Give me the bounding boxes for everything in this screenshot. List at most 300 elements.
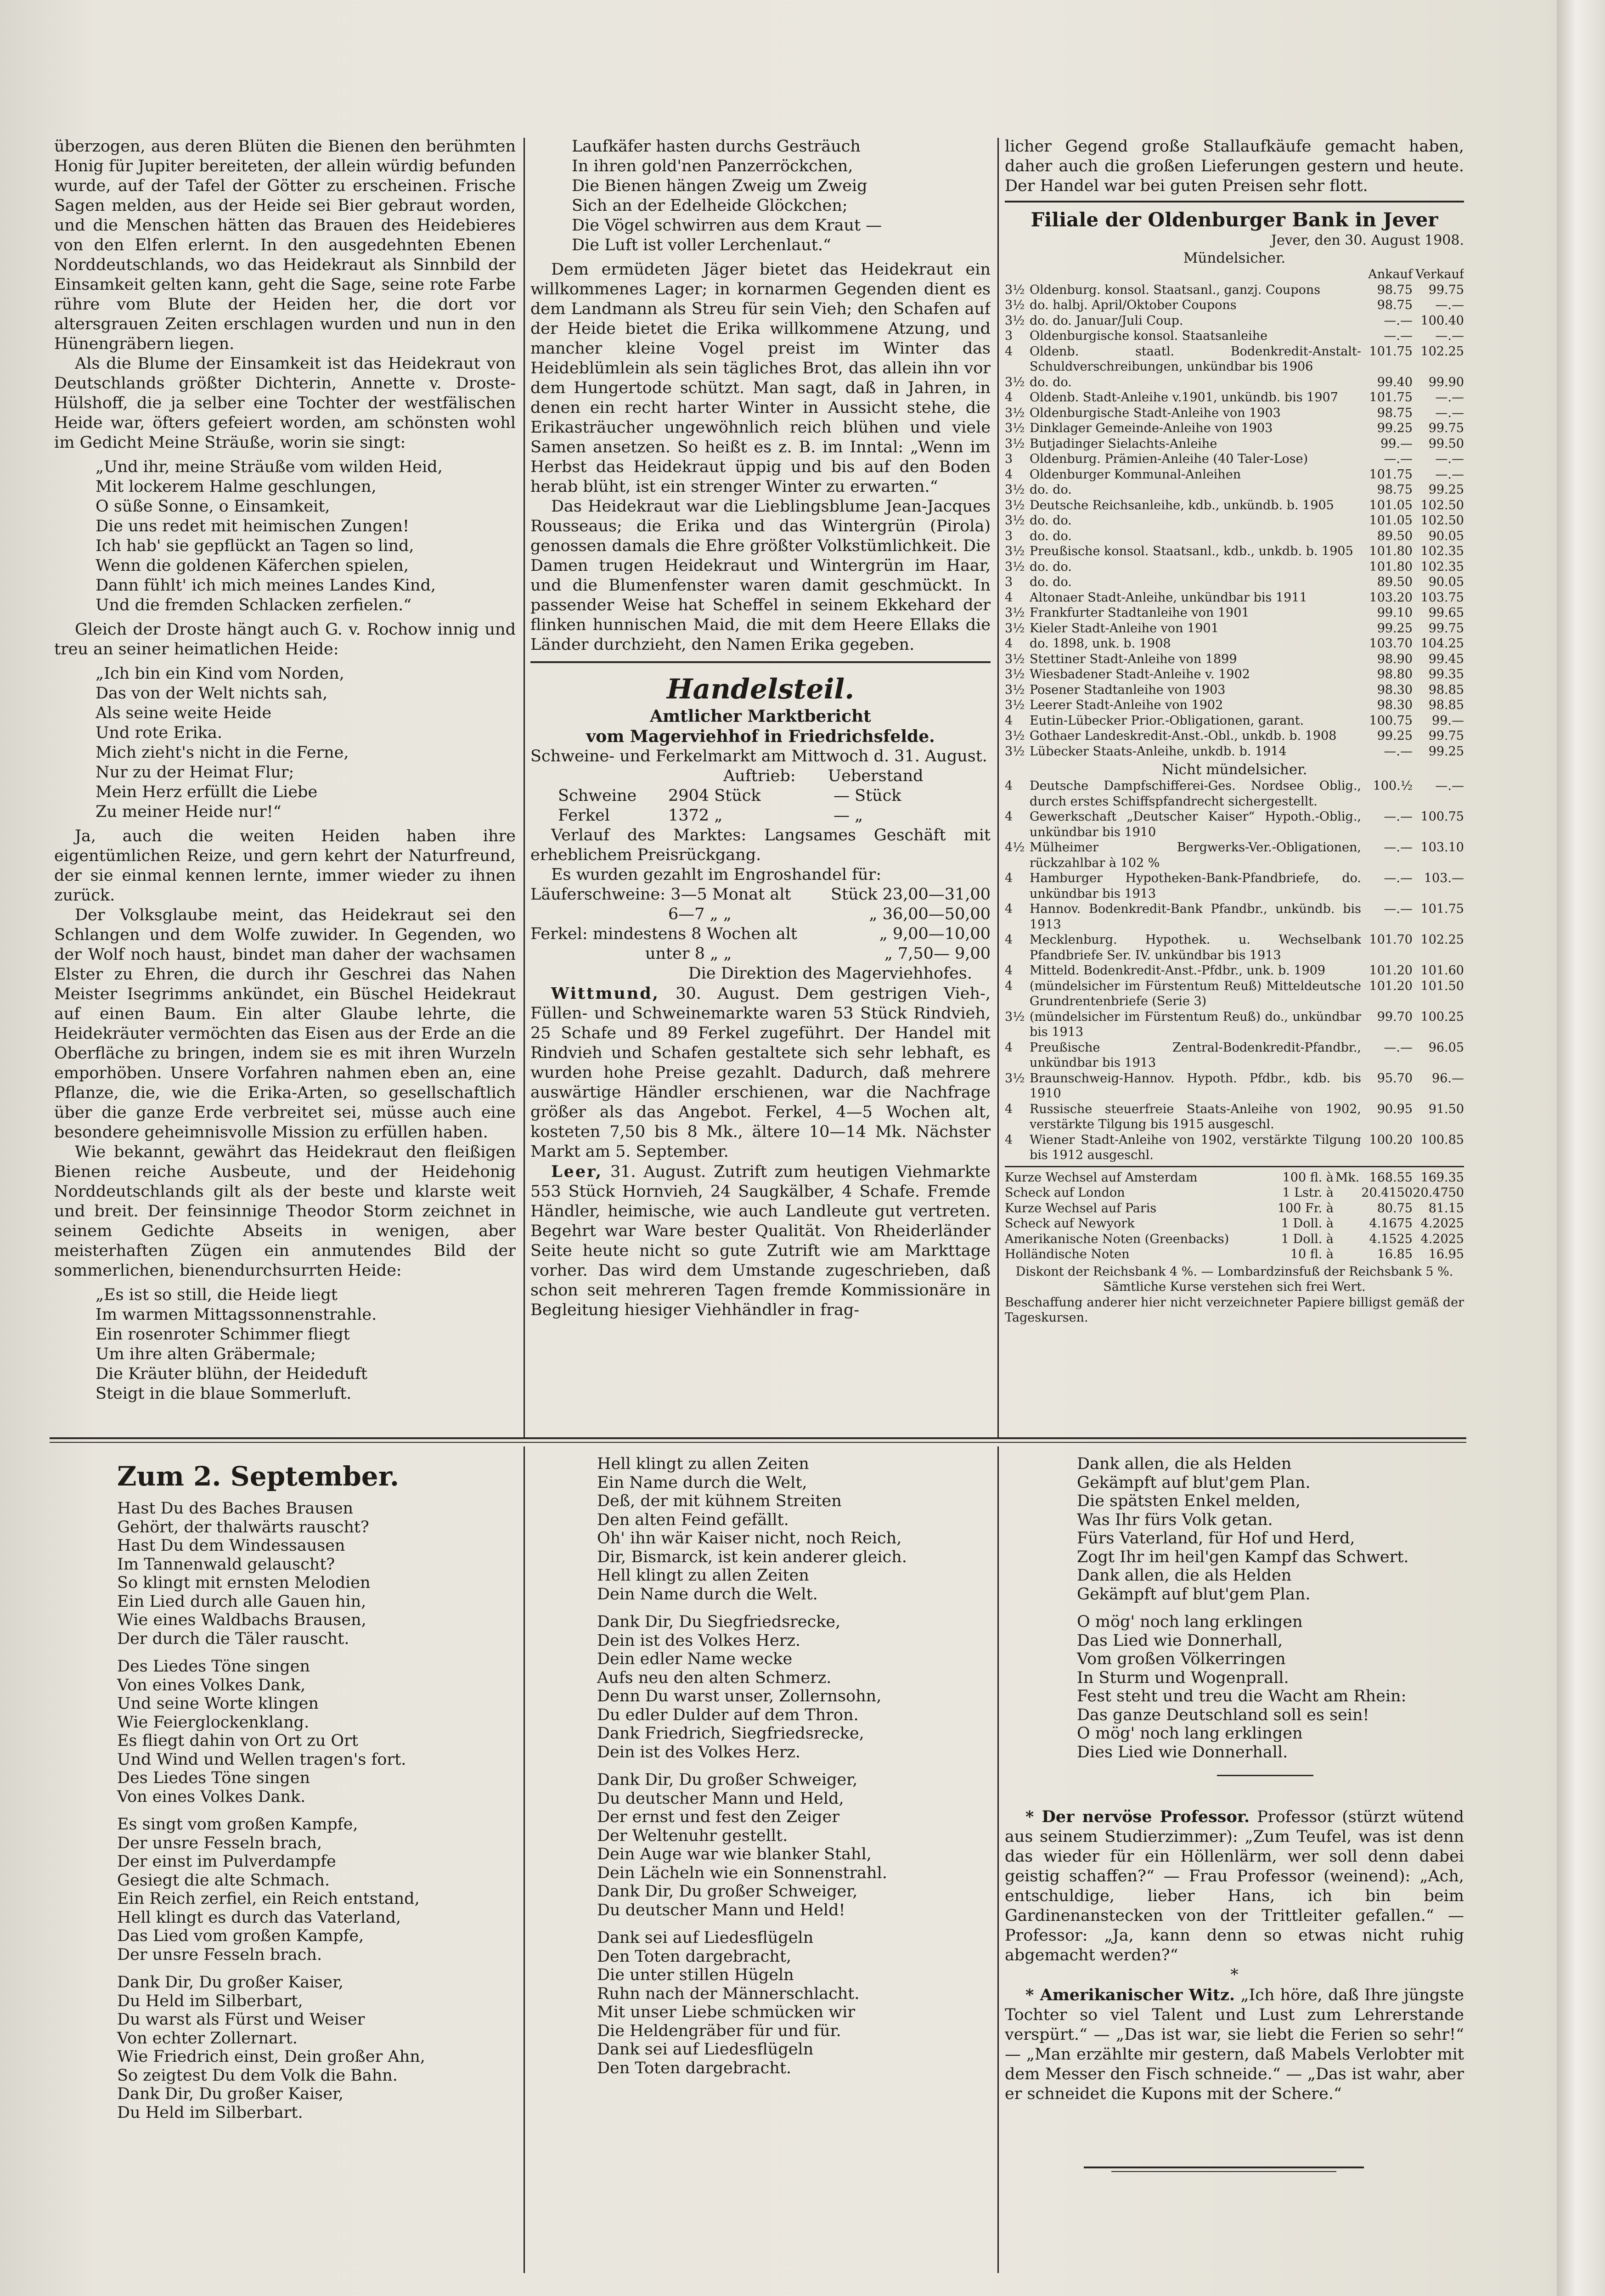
table-row: [1005, 1102, 1464, 1132]
verse-line: Die Vögel schwirren aus dem Kraut —: [572, 216, 882, 235]
bond-name: Posener Stadtanleihe von 1903: [1030, 682, 1226, 697]
paragraph: Als die Blume der Einsamkeit ist das Heidekraut von Deutschlands größter Dichterin, Annette v. Droste-Hülshoff, die ja selber eine Tochter der westfälischen Heide war, öfters gefeiert worden, am schönsten wohl im Gedicht Meine Sträuße, worin sie singt:: [54, 355, 516, 452]
short-rule: [1217, 1775, 1313, 1776]
interest-rate: 3½: [1005, 436, 1025, 451]
supply-animal: Schweine: [558, 787, 637, 805]
interest-rate: 4: [1005, 590, 1013, 605]
interest-rate: 4½: [1005, 840, 1025, 855]
buy-price: —.—: [1384, 313, 1413, 328]
buy-price: —.—: [1384, 902, 1413, 916]
table-row: [1005, 621, 1464, 636]
sell-price: 99.50: [1428, 436, 1464, 451]
exchange-unit: 1 Lstr. à: [1282, 1186, 1334, 1200]
supply-row: [530, 786, 991, 806]
buy-price: 90.95: [1377, 1102, 1413, 1116]
market-signature: Die Direktion des Magerviehhofes.: [688, 964, 972, 983]
poem-stanza: [1077, 1455, 1458, 1604]
article-right-column: [1005, 137, 1464, 1436]
table-row: [1005, 1132, 1464, 1163]
bond-name: do. 1898, unk. b. 1908: [1030, 636, 1171, 651]
sell-price: 102.50: [1420, 498, 1464, 512]
poem-line: Das Lied vom großen Kampfe,: [117, 1927, 364, 1945]
interest-rate: 3½: [1005, 698, 1025, 712]
exchange-unit: 100 fl. à: [1282, 1170, 1334, 1185]
market-report: 31. August. Zutrift zum heutigen Viehmarkte 553 Stück Hornvieh, 24 Saugkälber, 4 Schafe. Fremde Händler, heimische, wie auch Landleute gut vertreten. Begehrt war Ware bester Qualität. Von Rheiderländer Seite heute nicht so gute Zutrift wie am Markttage vorher. Das wird dem Umstande zugeschrieben, daß schon seit mehreren Tagen fremde Kommissionäre in Begleitung hiesiger Viehhändler in frag-: [530, 1163, 991, 1319]
poem-line: Dies Lied wie Donnerhall.: [1077, 1743, 1288, 1761]
poem-line: Die unter stillen Hügeln: [597, 1966, 794, 1984]
poem-line: Dank allen, die als Helden: [1077, 1566, 1292, 1585]
poem-line: Hast Du dem Windessausen: [117, 1536, 345, 1555]
sell-price: 103.10: [1420, 840, 1464, 855]
sell-price: 90.05: [1428, 575, 1464, 589]
buy-price: 4.1525: [1369, 1232, 1413, 1246]
sell-price: 99.25: [1428, 483, 1464, 497]
table-row: [1005, 328, 1464, 344]
sell-price: 81.15: [1428, 1201, 1464, 1216]
sell-price: 103.75: [1420, 590, 1464, 605]
interest-rate: 4: [1005, 963, 1013, 978]
poem-line: Dir, Bismarck, ist kein anderer gleich.: [597, 1548, 907, 1566]
verse-line: Laufkäfer hasten durchs Gesträuch: [572, 137, 861, 156]
interest-rate: 4: [1005, 933, 1013, 947]
bond-name: (mündelsicher im Fürstentum Reuß) do., unkündbar bis 1913: [1030, 1009, 1361, 1039]
section-label: Nicht mündelsicher.: [1161, 761, 1307, 778]
bond-name: Wiener Stadt-Anleihe von 1902, verstärkte Tilgung bis 1912 ausgeschl.: [1030, 1132, 1361, 1162]
poem-line: Gehört, der thalwärts rauscht?: [117, 1518, 369, 1536]
closing-rule: [1111, 2171, 1336, 2172]
sell-price: 102.25: [1420, 344, 1464, 359]
poem-line: Wie eines Waldbachs Brausen,: [117, 1611, 366, 1629]
exchange-currency: [1334, 1232, 1361, 1247]
poem-line: Den Toten dargebracht,: [597, 1947, 792, 1966]
poem-line: Dank Dir, Du großer Schweiger,: [597, 1882, 858, 1901]
column-divider: [997, 138, 999, 1437]
interest-rate: 3½: [1005, 744, 1025, 759]
verse-line: Ich hab' sie gepflückt an Tagen so lind,: [96, 537, 414, 555]
price-label: Läuferschweine: 3—5 Monat alt: [530, 885, 791, 904]
verse-line: Um ihre alten Gräbermale;: [96, 1345, 316, 1363]
poem-line: Dein Auge war wie blanker Stahl,: [597, 1845, 872, 1863]
table-row: [1005, 405, 1464, 421]
buy-price: 20.4150: [1361, 1186, 1413, 1200]
table-row: [1005, 513, 1464, 529]
interest-rate: 4: [1005, 779, 1013, 793]
interest-rate: 3½: [1005, 1009, 1025, 1024]
sell-price: 99.25: [1428, 744, 1464, 759]
table-row: [1005, 375, 1464, 390]
poem-line: Du Held im Silberbart.: [117, 2103, 303, 2122]
jokes-column: [1005, 1807, 1464, 2156]
bond-name: Gewerkschaft „Deutscher Kaiser“ Hypoth.-Oblig., unkündbar bis 1910: [1030, 810, 1361, 839]
price-value: „ 7,50— 9,00: [884, 945, 991, 963]
interest-rate: 4: [1005, 713, 1013, 728]
sell-price: 99.—: [1432, 713, 1464, 728]
table-row: [1005, 467, 1464, 483]
exchange-item: Scheck auf Newyork: [1005, 1216, 1135, 1231]
buy-price: —.—: [1384, 810, 1413, 824]
bond-name: Dinklager Gemeinde-Anleihe von 1903: [1030, 421, 1273, 435]
table-row: [1005, 1216, 1464, 1232]
sell-price: 101.50: [1420, 979, 1464, 993]
table-rule: [1005, 1166, 1464, 1167]
buy-price: 101.05: [1369, 513, 1413, 528]
price-row: [530, 944, 991, 964]
poem-line: Du Held im Silberbart,: [117, 1992, 303, 2010]
bond-table-not-mundelsicher: [1005, 778, 1464, 1163]
poem-line: Wie Friedrich einst, Dein großer Ahn,: [117, 2048, 425, 2066]
poem-column-2: [597, 1455, 992, 2087]
exchange-item: Scheck auf London: [1005, 1186, 1125, 1200]
bond-name: do. do.: [1030, 529, 1072, 543]
column-divider: [524, 1446, 525, 2273]
buy-price: 101.80: [1369, 559, 1413, 574]
joke-title: * Der nervöse Professor.: [1025, 1807, 1250, 1826]
poem-line: Ruhn nach der Männerschlacht.: [597, 1984, 860, 2003]
table-row: [1005, 713, 1464, 729]
bond-name: Mecklenburg. Hypothek. u. Wechselbank Pfandbriefe Ser. IV. unkündbar bis 1913: [1030, 933, 1361, 962]
buy-price: 4.1675: [1369, 1216, 1413, 1231]
poem-line: O mög' noch lang erklingen: [1077, 1724, 1303, 1743]
buy-price: —.—: [1384, 329, 1413, 343]
bond-name: do. do.: [1030, 513, 1072, 528]
poem-line: Du edler Dulder auf dem Thron.: [597, 1705, 859, 1724]
interest-rate: 4: [1005, 1102, 1013, 1116]
buy-price: 101.75: [1369, 390, 1413, 405]
poem-line: Ein Name durch die Welt,: [597, 1473, 807, 1492]
star-separator: *: [1230, 1966, 1239, 1984]
table-header: [1005, 267, 1464, 282]
poem-line: O mög' noch lang erklingen: [1077, 1613, 1303, 1631]
table-row: [1005, 590, 1464, 606]
exchange-unit: 1 Doll. à: [1281, 1232, 1334, 1246]
table-row: [1005, 544, 1464, 559]
joke-text: Professor (stürzt wütend aus seinem Studierzimmer): „Zum Teufel, was ist denn das wieder für ein Höllenlärm, wer soll denn dabei geistig schaffen?“ — Frau Professor (weinend): „Ach, entschuldige, lieber Hans, ich bin beim Gardinenanstecken von der Trittleiter gefallen.“ — Professor: „Ja, kann denn so etwas nicht ruhig abgemacht werden?“: [1005, 1808, 1464, 1964]
poem-line: Denn Du warst unser, Zollernsohn,: [597, 1687, 882, 1705]
buy-price: 99.25: [1377, 621, 1413, 636]
poem-line: Des Liedes Töne singen: [117, 1657, 310, 1676]
interest-rate: 3½: [1005, 282, 1025, 297]
buy-price: 98.75: [1377, 405, 1413, 420]
bond-name: do. do.: [1030, 375, 1072, 389]
poem-line: Dein Lächeln wie ein Sonnenstrahl.: [597, 1863, 887, 1882]
buy-price: 99.25: [1377, 421, 1413, 435]
sell-price: 99.45: [1428, 652, 1464, 666]
verse-line: „Ich bin ein Kind vom Norden,: [96, 664, 344, 683]
interest-rate: 3½: [1005, 298, 1025, 312]
joke-text: „Ich höre, daß Ihre jüngste Tochter so viel Talent und Lust zum Lehrerstande verspürt.“ — „Das ist war, sie liebt die Ferien so sehr!“ — „Man erzählte mir gestern, daß Mabels Verlobter mit dem Messer den Fisch schneide.“ — „Das ist wahr, aber er schneidet die Kupons mit der Schere.“: [1005, 1986, 1464, 2103]
verse-line: Wenn die goldenen Käferchen spielen,: [96, 557, 409, 575]
poem-line: Ein Lied durch alle Gauen hin,: [117, 1592, 366, 1611]
interest-rate: 3: [1005, 329, 1013, 343]
bond-name: Braunschweig-Hannov. Hypoth. Pfdbr., kdb. bis 1910: [1030, 1071, 1361, 1101]
supply-count: 1372 „: [668, 806, 723, 825]
poem-line: Der ernst und fest den Zeiger: [597, 1808, 840, 1826]
section-rule: [530, 661, 991, 663]
buy-price: 99.—: [1380, 436, 1413, 451]
poem-stanza: [597, 1613, 992, 1761]
exchange-item: Kurze Wechsel auf Paris: [1005, 1201, 1157, 1216]
bond-name: Deutsche Reichsanleihe, kdb., unkündb. b. 1905: [1030, 498, 1334, 512]
poem-line: Der durch die Täler rauscht.: [117, 1629, 349, 1648]
surplus-count: — „: [833, 806, 863, 825]
poem-line: Du warst als Fürst und Weiser: [117, 2010, 365, 2029]
paragraph: Wie bekannt, gewährt das Heidekraut den fleißigen Bienen reiche Ausbeute, und der Heidehonig Norddeutschlands gilt als der beste und klarste weit und breit. Der feinsinnige Theodor Storm zeichnet in seinem Gedichte Abseits in wenigen, aber meisterhaften Zügen ein anmutendes Bild der sommerlichen, bienendurchsurrten Heide:: [54, 1143, 516, 1280]
interest-rate: 3½: [1005, 559, 1025, 574]
table-row: [1005, 559, 1464, 575]
poem-line: Der unsre Fesseln brach,: [117, 1834, 322, 1852]
poem-line: In Sturm und Wogenprall.: [1077, 1668, 1289, 1687]
exchange-item: Kurze Wechsel auf Amsterdam: [1005, 1170, 1198, 1185]
sell-price: 16.95: [1428, 1247, 1464, 1261]
poem-line: Hell klingt es durch das Vaterland,: [117, 1908, 401, 1927]
table-row: [1005, 698, 1464, 713]
buy-price: —.—: [1384, 871, 1413, 885]
poem-line: Im Tannenwald gelauscht?: [117, 1555, 335, 1574]
poem-line: Dank Dir, Du großer Kaiser,: [117, 1973, 344, 1992]
buy-price: 99.40: [1377, 375, 1413, 389]
table-row: [1005, 1232, 1464, 1247]
interest-rate: 3½: [1005, 513, 1025, 528]
price-value: Stück 23,00—31,00: [831, 885, 991, 904]
poem-line: Vom großen Völkerringen: [1077, 1650, 1286, 1668]
interest-rate: 4: [1005, 1040, 1013, 1055]
page-binding-edge: [1557, 0, 1605, 2296]
sell-price: 99.90: [1428, 375, 1464, 389]
sell-price: —.—: [1435, 779, 1464, 793]
sell-price: —.—: [1435, 405, 1464, 420]
verse-line: Die uns redet mit heimischen Zungen!: [96, 517, 410, 535]
verse-block: [96, 1285, 516, 1404]
interest-rate: 3½: [1005, 498, 1025, 512]
sell-price: 101.75: [1420, 902, 1464, 916]
table-row: [1005, 605, 1464, 621]
poem-line: Gekämpft auf blut'gem Plan.: [1077, 1585, 1311, 1604]
bond-name: Deutsche Dampfschifferei-Ges. Nordsee Oblig., durch erstes Schiffspfandrecht sichergestellt.: [1030, 779, 1361, 809]
buy-price: —.—: [1384, 840, 1413, 855]
paragraph: Der Volksglaube meint, das Heidekraut sei den Schlangen und dem Wolfe zuwider. In Gegenden, wo der Wolf noch haust, bindet man daher der wachsamen Elster zu Ehren, die durch ihr Geschrei das Nahen Meister Isegrimms ankündet, ein Büschel Heidekraut auf einen Baum. Ein alter Glaube lehrte, die Heidekräuter vermöchten das Eisen aus der Erde an die Oberfläche zu bringen, indem sie es mit ihren Wurzeln emporhöben. Unsere Vorfahren nahmen eben an, eine Pflanze, die, wie die Erika-Arten, so gesellschaftlich über die ganze Erde verbreitet sei, müsse auch eine besondere geheimnisvolle Mission zu erfüllen haben.: [54, 906, 516, 1142]
table-row: [1005, 1009, 1464, 1040]
poem-line: Dank Dir, Du großer Schweiger,: [597, 1771, 858, 1789]
price-value: „ 36,00—50,00: [869, 905, 991, 923]
verse-line: Und rote Erika.: [96, 724, 222, 742]
sell-price: 101.60: [1420, 963, 1464, 978]
poem-line: Dein edler Name wecke: [597, 1650, 793, 1668]
supply-header: [530, 766, 991, 786]
bond-name: Preußische konsol. Staatsanl., kdb., unkdb. b. 1905: [1030, 544, 1353, 558]
table-row: [1005, 498, 1464, 513]
poem-stanza: [117, 1499, 517, 1648]
surplus-label: Ueberstand: [828, 767, 924, 785]
buy-price: 99.10: [1377, 606, 1413, 620]
sell-price: 100.75: [1420, 810, 1464, 824]
bond-name: do. halbj. April/Oktober Coupons: [1030, 298, 1237, 312]
buy-price: 100.20: [1369, 1132, 1413, 1147]
verse-line: Dann fühlt' ich mich meines Landes Kind,: [96, 576, 436, 595]
poem-line: Die Heldengräber für und für.: [597, 2021, 841, 2040]
poem-line: Den Toten dargebracht.: [597, 2059, 792, 2077]
exchange-currency: Mk.: [1335, 1170, 1360, 1185]
verse-line: Die Bienen hängen Zweig um Zweig: [572, 177, 867, 195]
buy-price: 101.75: [1369, 344, 1413, 359]
interest-rate: 3½: [1005, 544, 1025, 558]
bond-name: Leerer Stadt-Anleihe von 1902: [1030, 698, 1223, 712]
sell-price: 99.75: [1428, 621, 1464, 636]
exchange-currency: [1334, 1185, 1361, 1201]
buy-price: 98.75: [1377, 483, 1413, 497]
article-left-column: [54, 137, 516, 1436]
sell-price: 104.25: [1420, 636, 1464, 651]
section-divider: [50, 1437, 1466, 1439]
verse-line: Steigt in die blaue Sommerluft.: [96, 1384, 352, 1403]
dateline-place: Wittmund,: [551, 984, 659, 1003]
buy-price: 100.½: [1373, 779, 1413, 793]
market-report-title: Amtlicher Marktbericht: [650, 707, 871, 726]
bond-name: do. do.: [1030, 575, 1072, 589]
price-row: [530, 924, 991, 944]
market-report: 30. August. Dem gestrigen Vieh-, Füllen- und Schweinemarkte waren 53 Stück Rindvieh, 25 Schafe und 89 Ferkel zugeführt. Der Handel mit Rindvieh und Schafen gestaltete sich sehr lebhaft, es wurden hohe Preise gezahlt. Dadurch, daß mehrere auswärtige Händler erschienen, war die Nachfrage größer als das Angebot. Ferkel, 4—5 Wochen alt, kosteten 7,50 bis 8 Mk., ältere 10—14 Mk. Nächster Markt am 5. September.: [530, 985, 991, 1161]
closing-rule: [1084, 2167, 1364, 2168]
price-row: [530, 905, 991, 924]
exchange-item: Holländische Noten: [1005, 1247, 1130, 1261]
interest-rate: 3½: [1005, 483, 1025, 497]
poem-line: Du deutscher Mann und Held!: [597, 1901, 845, 1919]
sell-price: 103.—: [1424, 871, 1464, 885]
sell-price: 102.25: [1420, 933, 1464, 947]
buy-price: 101.20: [1369, 979, 1413, 993]
exchange-unit: 100 Fr. à: [1277, 1201, 1334, 1216]
poem-line: Gekämpft auf blut'gem Plan.: [1077, 1473, 1311, 1492]
poem-line: Zogt Ihr im heil'gen Kampf das Schwert.: [1077, 1548, 1409, 1566]
interest-rate: 3½: [1005, 652, 1025, 666]
buy-price: 98.75: [1377, 298, 1413, 312]
interest-rate: 3: [1005, 575, 1013, 589]
sell-price: 91.50: [1428, 1102, 1464, 1116]
bond-name: Oldenburgische konsol. Staatsanleihe: [1030, 329, 1268, 343]
price-label: Ferkel: mindestens 8 Wochen alt: [530, 925, 797, 943]
sell-price: 99.75: [1428, 729, 1464, 743]
table-row: [1005, 932, 1464, 963]
sell-price: 169.35: [1420, 1170, 1464, 1185]
table-row: [1005, 979, 1464, 1009]
bond-name: Stettiner Stadt-Anleihe von 1899: [1030, 652, 1237, 666]
interest-rate: 3: [1005, 529, 1013, 543]
interest-rate: 3½: [1005, 1071, 1025, 1086]
poem-line: Deß, der mit kühnem Streiten: [597, 1492, 842, 1510]
buy-price: 101.80: [1369, 544, 1413, 558]
bond-name: Russische steuerfreie Staats-Anleihe von 1902, verstärkte Tilgung bis 1915 ausgeschl.: [1030, 1102, 1361, 1131]
buy-price: 98.80: [1377, 667, 1413, 681]
interest-rate: 3½: [1005, 729, 1025, 743]
poem-line: Hell klingt zu allen Zeiten: [597, 1566, 809, 1585]
poem-line: Dank allen, die als Helden: [1077, 1455, 1292, 1473]
buy-price: 103.20: [1369, 590, 1413, 605]
paragraph: Schweine- und Ferkelmarkt am Mittwoch d. 31. August.: [530, 747, 987, 765]
verse-line: Die Kräuter blühn, der Heideduft: [96, 1365, 367, 1383]
market-report-subtitle: vom Magerviehhof in Friedrichsfelde.: [586, 727, 935, 746]
poem-line: Der unsre Fesseln brach.: [117, 1945, 322, 1964]
bond-name: do. do.: [1030, 559, 1072, 574]
poem-line: Das ganze Deutschland soll es sein!: [1077, 1705, 1369, 1724]
section-label: Mündelsicher.: [1183, 250, 1286, 266]
exchange-item: Amerikanische Noten (Greenbacks): [1005, 1232, 1229, 1246]
supply-label: Auftrieb:: [723, 767, 796, 785]
table-row: [1005, 421, 1464, 436]
buy-price: 168.55: [1369, 1170, 1413, 1185]
verse-block: [572, 137, 991, 255]
table-row: [1005, 871, 1464, 901]
bond-name: Preußische Zentral-Bodenkredit-Pfandbr., unkündbar bis 1913: [1030, 1040, 1361, 1070]
poem-line: Hast Du des Baches Brausen: [117, 1499, 354, 1518]
paragraph: Verlauf des Marktes: Langsames Geschäft mit erheblichem Preisrückgang.: [530, 826, 991, 864]
buy-price: 98.90: [1377, 652, 1413, 666]
poem-stanza: [1077, 1613, 1458, 1761]
poem-column-3: [1077, 1455, 1458, 1771]
buy-price: 89.50: [1377, 575, 1413, 589]
sell-price: 99.75: [1428, 282, 1464, 297]
poem-line: So zeigtest Du dem Volk die Bahn.: [117, 2066, 398, 2085]
sell-price: 102.35: [1420, 559, 1464, 574]
bond-name: Lübecker Staats-Anleihe, unkdb. b. 1914: [1030, 744, 1287, 759]
sell-price: 4.2025: [1420, 1216, 1464, 1231]
poem-line: Ein Reich zerfiel, ein Reich entstand,: [117, 1890, 420, 1908]
poem-line: Fest steht und treu die Wacht am Rhein:: [1077, 1687, 1407, 1705]
poem-line: Und Wind und Wellen tragen's fort.: [117, 1750, 406, 1769]
exchange-currency: [1334, 1201, 1361, 1216]
column-divider: [524, 138, 525, 1437]
table-row: [1005, 313, 1464, 329]
table-row: [1005, 529, 1464, 544]
bond-name: Kieler Stadt-Anleihe von 1901: [1030, 621, 1219, 636]
poem-stanza: [117, 1815, 517, 1964]
buy-price: —.—: [1384, 452, 1413, 466]
poem-line: Mit unser Liebe schmücken wir: [597, 2003, 856, 2021]
verse-line: Mich zieht's nicht in die Ferne,: [96, 743, 349, 762]
interest-rate: 3: [1005, 452, 1013, 466]
bond-name: Oldenburger Kommunal-Anleihen: [1030, 467, 1241, 482]
poem-line: Es singt vom großen Kampfe,: [117, 1815, 358, 1834]
supply-animal: Ferkel: [558, 806, 610, 825]
section-rule: [1005, 201, 1464, 203]
bond-name: do. do. Januar/Juli Coup.: [1030, 313, 1183, 328]
sell-price: —.—: [1435, 452, 1464, 466]
poem-line: Was Ihr fürs Volk getan.: [1077, 1510, 1273, 1529]
buy-price: 89.50: [1377, 529, 1413, 543]
verse-line: Ein rosenroter Schimmer fliegt: [96, 1325, 350, 1344]
interest-rate: 4: [1005, 467, 1013, 482]
buy-price: —.—: [1384, 1040, 1413, 1055]
poem-line: Fürs Vaterland, für Hof und Herd,: [1077, 1529, 1355, 1548]
buy-price: 101.05: [1369, 498, 1413, 512]
column-divider: [997, 1446, 999, 2273]
poem-line: Oh' ihn wär Kaiser nicht, noch Reich,: [597, 1529, 902, 1548]
buy-price: 16.85: [1377, 1247, 1413, 1261]
table-row: [1005, 1040, 1464, 1071]
poem-line: Dank Dir, Du großer Kaiser,: [117, 2085, 344, 2103]
sell-price: 102.50: [1420, 513, 1464, 528]
paragraph: überzogen, aus deren Blüten die Bienen den berühmten Honig für Jupiter bereiteten, der allein würdig befunden wurde, auf der Tafel der Götter zu erscheinen. Frische Sagen melden, aus der Heide sei Bier gebraut worden, und die Menschen hätten das Brauen des Heidebieres von den Elfen erlernt. In den ausgedehnten Ebenen Norddeutschlands, wo das Heidekraut als Sinnbild der Einsamkeit gelten kann, geht die Sage, seine rote Farbe rühre vom Blute der Heiden her, die dort vor altersgrauen Zeiten erschlagen wurden und nun in den Hünengräbern liegen.: [54, 137, 516, 353]
trade-section-title: Handelsteil.: [666, 673, 855, 705]
paragraph: Dem ermüdeten Jäger bietet das Heidekraut ein willkommenes Lager; in kornarmen Gegenden dient es dem Landmann als Streu für sein Vieh; den Schafen auf der Heide bietet die Erika willkommene Atzung, und mancher kleine Vogel preist im Winter das Heideblümlein als sein tägliches Brot, das allein ihn vor dem Hungertode schützt. Man sagt, daß in Jahren, in denen ein recht harter Winter in Aussicht stehe, die Erikasträucher ungewöhnlich reich blühen und viele Samen ansetzen. So heißt es z. B. im Inntal: „Wenn im Herbst das Heidekraut üppig und bis auf den Boden herab blüht, ist ein strenger Winter zu erwarten.“: [530, 260, 991, 496]
interest-rate: 3½: [1005, 682, 1025, 697]
verse-line: Mit lockerem Halme geschlungen,: [96, 478, 377, 496]
poem-line: Den alten Feind gefällt.: [597, 1510, 789, 1529]
table-row: [1005, 636, 1464, 652]
poem-line: Und seine Worte klingen: [117, 1694, 319, 1713]
poem-line: Der Weltenuhr gestellt.: [597, 1826, 788, 1845]
poem-line: Es fliegt dahin von Ort zu Ort: [117, 1732, 358, 1750]
bond-name: Mülheimer Bergwerks-Ver.-Obligationen, rückzahlbar à 102 %: [1030, 840, 1361, 870]
table-row: [1005, 390, 1464, 405]
